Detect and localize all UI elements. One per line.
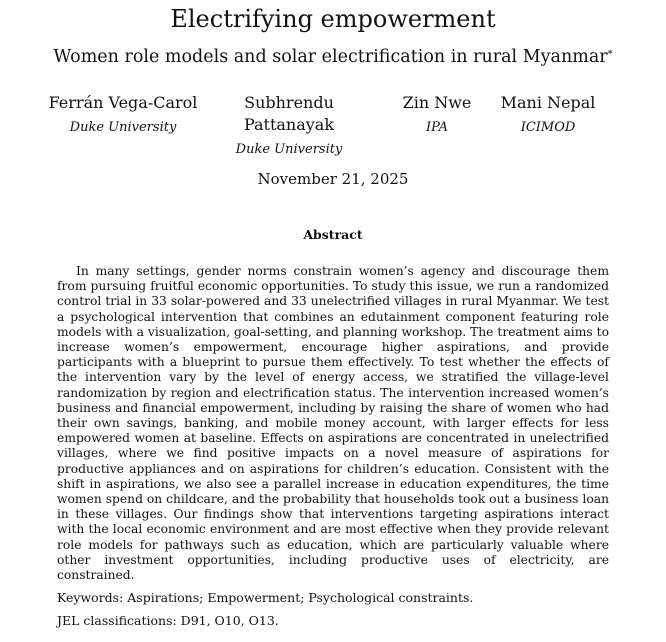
author-block-1 [43,92,203,138]
footnote-mark: * [607,49,613,60]
author-affiliation: Duke University [69,120,177,135]
paper-title: Electrifying empowerment [170,5,496,33]
author-affiliation: ICIMOD [520,120,576,135]
subtitle-text: Women role models and solar electrification in rural Myanmar [53,47,608,67]
keywords-line: Keywords: Aspirations; Empowerment; Psychological constraints. [57,590,474,605]
abstract-heading: Abstract [303,227,363,242]
author-affiliation: IPA [425,120,449,135]
author-name: Ferrán Vega-Carol [48,93,198,112]
author-name: Subhrendu Pattanayak [243,93,335,134]
author-affiliation: Duke University [235,142,343,157]
author-block-4 [484,92,612,138]
author-name: Zin Nwe [402,93,472,112]
author-block-2 [209,92,369,160]
author-name: Mani Nepal [500,93,596,112]
author-block-3 [373,92,501,138]
paper-date: November 21, 2025 [257,170,409,188]
abstract-body: In many settings, gender norms constrain women’s agency and discourage them from pursuing fruitful economic opportunities. To study this issue, we run a randomized control trial in 33 solar-powered and 33 unelectrified villages in rural Myanmar. We test a psychological intervention that combines an edutainment component featuring role models with a visualization, goal-setting, and planning workshop. The treatment aims to increase women’s empowerment, encourage higher aspirations, and provide participants with a blueprint to pursue them effectively. To test whether the effects of the intervention vary by the level of energy access, we stratified the village-level randomization by region and electrification status. The intervention increased women’s business and financial empowerment, including by raising the share of women who had their own savings, banking, and mobile money account, with larger effects for less empowered women at baseline. Effects on aspirations are concentrated in unelectrified villages, where we find positive impacts on a novel measure of aspirations for productive appliances and on aspirations for children’s education. Consistent with the shift in aspirations, we also see a parallel increase in education expenditures, the time women spend on childcare, and the probability that households took out a business loan in these villages. Our findings show that interventions targeting aspirations interact with the local economic environment and are most effective when they provide relevant role models for pathways such as education, which are particularly valuable where other investment opportunities, including productive uses of electricity, are constrained. [57,264,609,583]
paper-subtitle [0,44,666,70]
jel-classifications: JEL classifications: D91, O10, O13. [57,613,279,628]
